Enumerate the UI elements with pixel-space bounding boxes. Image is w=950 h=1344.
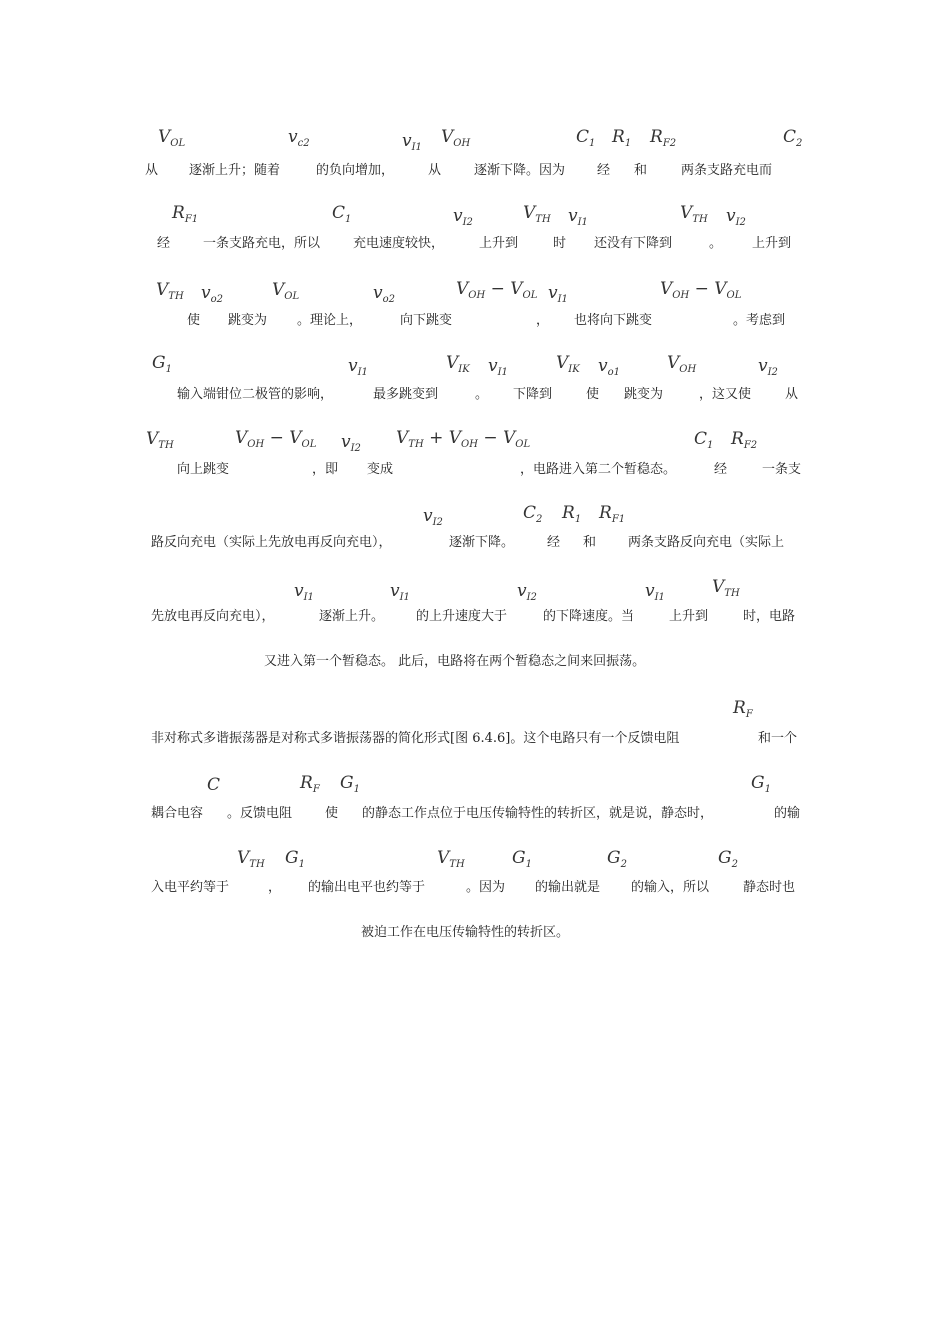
text-run: 输入端钳位二极管的影响， bbox=[177, 387, 334, 402]
text-run: 又进入第一个暂稳态。 此后，电路将在两个暂稳态之间来回振荡。 bbox=[264, 654, 646, 669]
text-run: 的上升速度大于 bbox=[416, 609, 508, 624]
text-run: 被迫工作在电压传输特性的转折区。 bbox=[361, 925, 570, 940]
text-run: 两条支路反向充电（实际上 bbox=[628, 535, 785, 550]
text-run: 。因为 bbox=[466, 880, 506, 895]
text-run: 使 bbox=[187, 313, 201, 328]
text-run: 和 bbox=[634, 163, 648, 178]
text-run: 跳变为 bbox=[624, 387, 664, 402]
text-run: 耦合电容 bbox=[151, 806, 204, 821]
math-symbol: $V_{OL}$ bbox=[158, 127, 186, 149]
text-run: 的输出电平也约等于 bbox=[308, 880, 426, 895]
text-run: 的输出就是 bbox=[535, 880, 601, 895]
text-run: 非对称式多谐振荡器是对称式多谐振荡器的简化形式[图 6.4.6]。这个电路只有一个反馈电阻 bbox=[151, 731, 680, 746]
text-run: 上升到 bbox=[669, 609, 709, 624]
text-run: 跳变为 bbox=[228, 313, 268, 328]
math-symbol: $C_2$ bbox=[783, 127, 803, 149]
math-symbol: $V_{TH}$ bbox=[237, 848, 265, 870]
math-symbol: $R_{F1}$ bbox=[599, 503, 626, 525]
math-symbol: $G_2$ bbox=[607, 848, 627, 870]
text-run: 也将向下跳变 bbox=[574, 313, 653, 328]
math-symbol: $R_F$ bbox=[733, 698, 753, 720]
math-symbol: $G_1$ bbox=[285, 848, 305, 870]
text-run: 路反向充电（实际上先放电再反向充电）， bbox=[151, 535, 392, 550]
math-symbol: $V_{OH} - V_{OL}$ bbox=[456, 279, 538, 301]
text-run: ，这又使 bbox=[699, 387, 752, 402]
math-symbol: $v_{o2}$ bbox=[373, 283, 395, 305]
text-run: 的负向增加， bbox=[316, 163, 395, 178]
math-symbol: $v_{I1}$ bbox=[568, 206, 588, 228]
text-run: 使 bbox=[586, 387, 600, 402]
math-symbol: $v_{I1}$ bbox=[294, 581, 314, 603]
text-run: 使 bbox=[325, 806, 339, 821]
text-run: 经 bbox=[547, 535, 561, 550]
math-symbol: $v_{I2}$ bbox=[423, 506, 443, 528]
math-symbol: $V_{TH}$ bbox=[712, 577, 740, 599]
text-run: 两条支路充电而 bbox=[681, 163, 773, 178]
math-symbol: $v_{I1}$ bbox=[488, 356, 508, 378]
text-run: 最多跳变到 bbox=[373, 387, 439, 402]
text-run: 静态时也 bbox=[743, 880, 796, 895]
text-run: 和一个 bbox=[758, 731, 798, 746]
math-symbol: $C_1$ bbox=[332, 203, 352, 225]
text-run: 还没有下降到 bbox=[594, 236, 673, 251]
text-run: 和 bbox=[583, 535, 597, 550]
math-symbol: $R_1$ bbox=[612, 127, 632, 149]
text-run: 经 bbox=[597, 163, 611, 178]
math-symbol: $v_{I1}$ bbox=[548, 283, 568, 305]
math-symbol: $V_{OL}$ bbox=[272, 280, 300, 302]
math-symbol: $R_1$ bbox=[562, 503, 582, 525]
math-symbol: $G_1$ bbox=[340, 773, 360, 795]
math-symbol: $v_{I2}$ bbox=[758, 356, 778, 378]
math-symbol: $V_{TH}$ bbox=[437, 848, 465, 870]
text-run: 一条支路充电，所以 bbox=[203, 236, 321, 251]
math-symbol: $V_{OH} - V_{OL}$ bbox=[660, 279, 742, 301]
math-symbol: $G_1$ bbox=[751, 773, 771, 795]
math-symbol: $V_{OH}$ bbox=[667, 353, 697, 375]
text-run: 。考虑到 bbox=[733, 313, 786, 328]
text-run: 的输入，所以 bbox=[631, 880, 710, 895]
math-symbol: $v_{I2}$ bbox=[341, 432, 361, 454]
text-run: 入电平约等于 bbox=[151, 880, 230, 895]
math-symbol: $v_{I2}$ bbox=[453, 206, 473, 228]
text-run: 充电速度较快， bbox=[353, 236, 445, 251]
math-symbol: $V_{TH}$ bbox=[146, 429, 174, 451]
text-run: 从 bbox=[145, 163, 159, 178]
text-run: 逐渐下降。 bbox=[449, 535, 515, 550]
math-symbol: $v_{c2}$ bbox=[288, 127, 310, 149]
math-symbol: $V_{TH}$ bbox=[523, 203, 551, 225]
math-symbol: $G_2$ bbox=[718, 848, 738, 870]
text-run: 时，电路 bbox=[743, 609, 796, 624]
math-symbol: $G_1$ bbox=[152, 353, 172, 375]
math-symbol: $R_F$ bbox=[300, 773, 320, 795]
math-symbol: $V_{IK}$ bbox=[446, 353, 470, 375]
text-run: 一条支 bbox=[762, 462, 802, 477]
math-symbol: $C_1$ bbox=[576, 127, 596, 149]
text-run: 从 bbox=[785, 387, 799, 402]
math-symbol: $V_{OH}$ bbox=[441, 127, 471, 149]
text-run: ， bbox=[536, 313, 550, 328]
text-run: ， bbox=[268, 880, 282, 895]
math-symbol: $v_{o2}$ bbox=[201, 283, 223, 305]
text-run: 。 bbox=[709, 236, 723, 251]
text-run: 。 bbox=[475, 387, 489, 402]
text-run: 时 bbox=[553, 236, 567, 251]
text-run: 。反馈电阻 bbox=[227, 806, 293, 821]
text-run: 的下降速度。当 bbox=[543, 609, 635, 624]
math-symbol: $v_{I2}$ bbox=[726, 206, 746, 228]
math-symbol: $G_1$ bbox=[512, 848, 532, 870]
text-run: 变成 bbox=[367, 462, 394, 477]
text-run: 从 bbox=[428, 163, 442, 178]
text-run: 下降到 bbox=[513, 387, 553, 402]
math-symbol: $v_{I1}$ bbox=[390, 581, 410, 603]
math-symbol: $V_{TH}$ bbox=[680, 203, 708, 225]
math-symbol: $v_{I1}$ bbox=[645, 581, 665, 603]
math-symbol: $R_{F1}$ bbox=[172, 203, 199, 225]
math-symbol: $v_{I2}$ bbox=[517, 581, 537, 603]
text-run: 逐渐上升；随着 bbox=[189, 163, 281, 178]
text-run: 经 bbox=[157, 236, 171, 251]
math-symbol: $R_{F2}$ bbox=[650, 127, 677, 149]
math-symbol: $V_{OH} - V_{OL}$ bbox=[235, 428, 317, 450]
math-symbol: $R_{F2}$ bbox=[731, 429, 758, 451]
text-run: 的输 bbox=[774, 806, 801, 821]
text-run: 向上跳变 bbox=[177, 462, 230, 477]
math-symbol: $v_{I1}$ bbox=[402, 131, 422, 153]
text-run: 逐渐下降。因为 bbox=[474, 163, 566, 178]
math-symbol: $C_1$ bbox=[694, 429, 714, 451]
math-symbol: $V_{TH} + V_{OH} - V_{OL}$ bbox=[396, 428, 531, 450]
math-symbol: $C_2$ bbox=[523, 503, 543, 525]
math-symbol: $V_{TH}$ bbox=[156, 280, 184, 302]
text-run: 。理论上， bbox=[297, 313, 363, 328]
math-symbol: $V_{IK}$ bbox=[556, 353, 580, 375]
text-run: 的静态工作点位于电压传输特性的转折区，就是说，静态时， bbox=[362, 806, 714, 821]
math-symbol: C bbox=[207, 775, 221, 795]
text-run: 逐渐上升。 bbox=[319, 609, 385, 624]
text-run: 经 bbox=[714, 462, 728, 477]
text-run: 上升到 bbox=[479, 236, 519, 251]
text-run: 上升到 bbox=[752, 236, 792, 251]
math-symbol: $v_{o1}$ bbox=[598, 356, 620, 378]
text-run: ，电路进入第二个暂稳态。 bbox=[520, 462, 677, 477]
text-run: 先放电再反向充电）， bbox=[151, 609, 275, 624]
text-run: ，即 bbox=[312, 462, 339, 477]
text-run: 向下跳变 bbox=[400, 313, 453, 328]
math-symbol: $v_{I1}$ bbox=[348, 356, 368, 378]
